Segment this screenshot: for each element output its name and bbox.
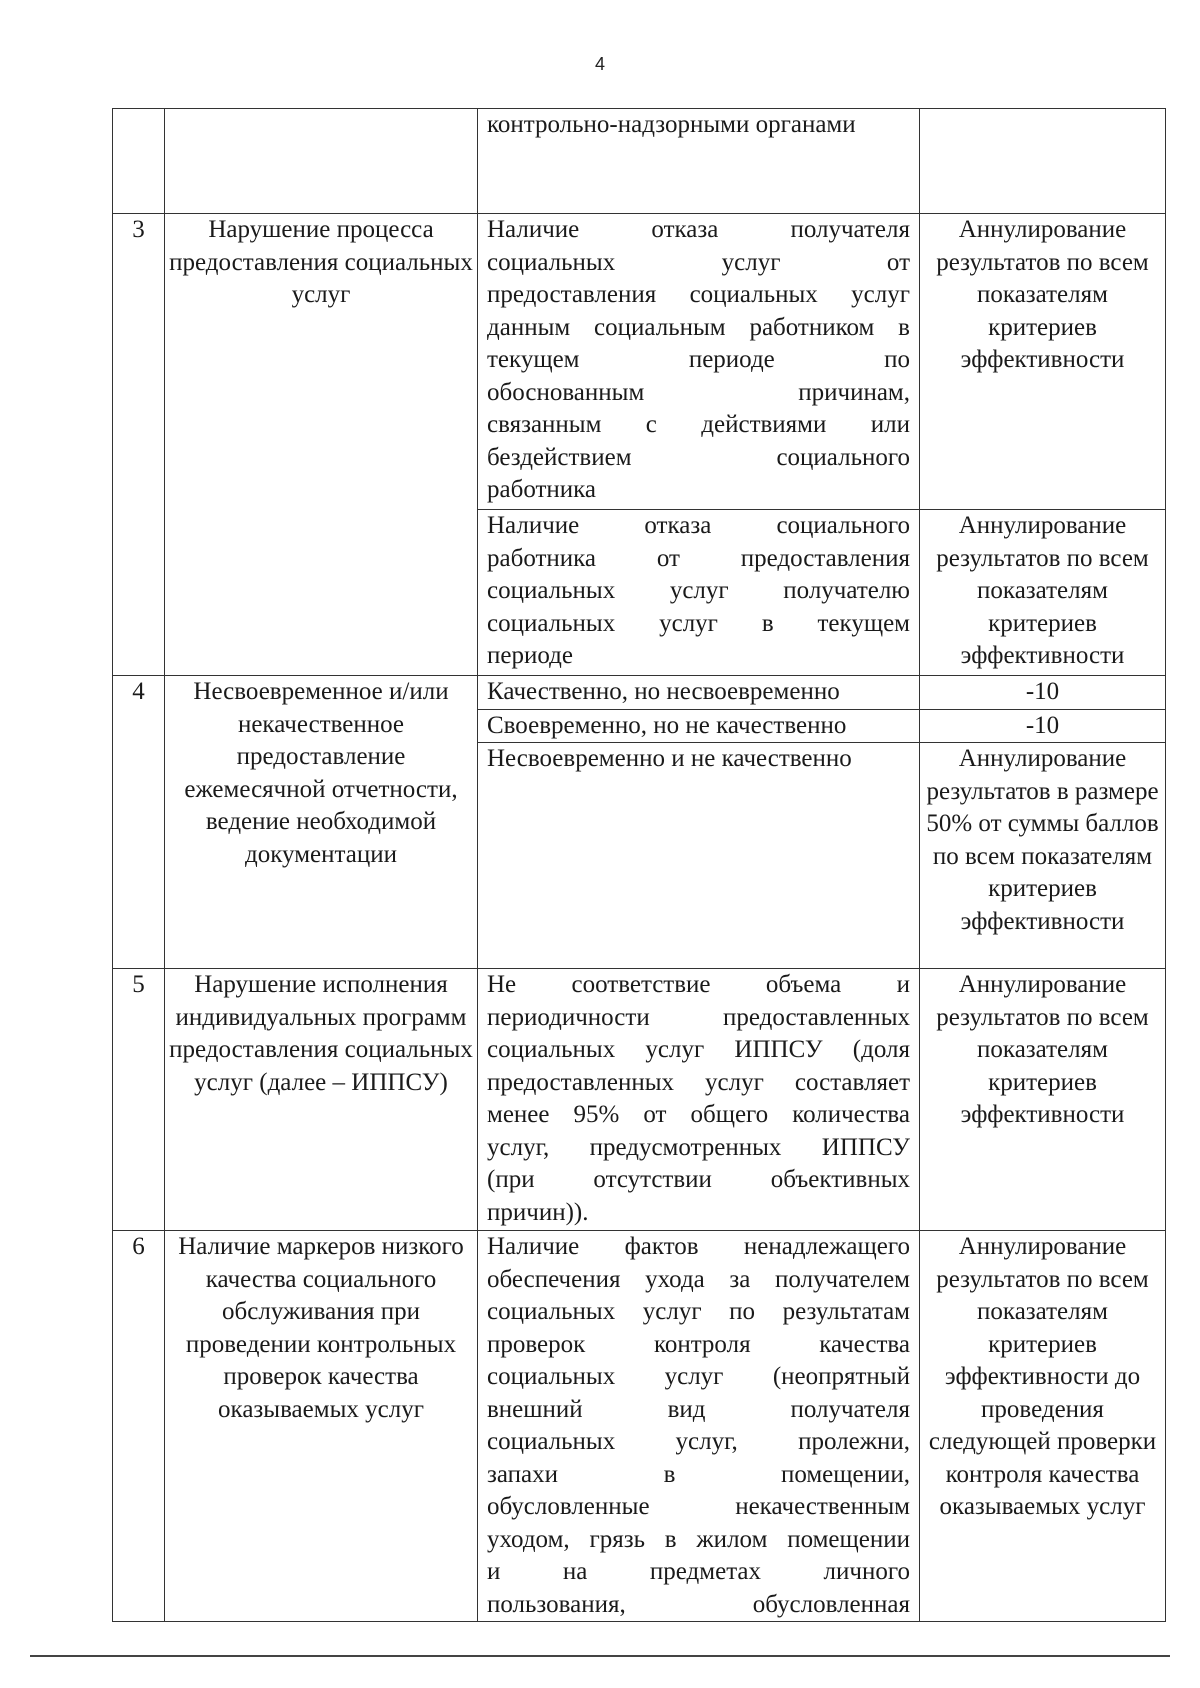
description-line: работника от предоставления <box>487 544 910 572</box>
result-cell: Аннулирование результатов по всем показателям критериев эффективности до проведения следующей проверки контроля качества оказываемых услуг <box>920 1231 1166 1622</box>
description-line: социальных услуг (неопрятный <box>487 1363 910 1390</box>
description-line: бездействием социального <box>487 443 910 471</box>
description-line: социальных услуг по результатам <box>487 1298 910 1325</box>
violation-cell: Нарушение процесса предоставления социальных услуг <box>165 214 478 676</box>
description-line: работника <box>487 476 597 503</box>
table-row <box>113 214 1166 510</box>
description-line: Не соответствие объема и <box>487 971 910 998</box>
row-number-cell: 3 <box>113 214 165 676</box>
description-line: социальных услуг в текущем <box>487 609 910 637</box>
row-number-cell: 5 <box>113 969 165 1231</box>
description-line: обеспечения ухода за получателем <box>487 1265 910 1293</box>
description-cell <box>478 510 920 676</box>
page-number: 4 <box>594 54 605 74</box>
description-line: периодичности предоставленных <box>487 1003 910 1031</box>
description-line: менее 95% от общего количества <box>487 1101 910 1128</box>
description-line: предоставления социальных услуг <box>487 281 910 308</box>
violation-cell: Нарушение исполнения индивидуальных программ предоставления социальных услуг (далее – ИППСУ) <box>165 969 478 1231</box>
description-line: периоде <box>487 642 573 669</box>
description-cell: Качественно, но несвоевременно <box>478 676 920 710</box>
violation-cell <box>165 109 478 214</box>
description-line: (при отсутствии объективных <box>487 1166 910 1193</box>
description-line: проверок контроля качества <box>487 1330 910 1358</box>
description-line: Наличие отказа социального <box>487 512 910 539</box>
table-row <box>113 676 1166 710</box>
description-line: связанным с действиями или <box>487 411 910 438</box>
description-cell <box>478 214 920 510</box>
table-row <box>113 1231 1166 1622</box>
table-row <box>113 969 1166 1231</box>
description-line: услуг, предусмотренных ИППСУ <box>487 1133 910 1161</box>
result-cell: -10 <box>920 676 1166 710</box>
description-line: социальных услуг ИППСУ (доля <box>487 1036 910 1063</box>
row-number-cell: 6 <box>113 1231 165 1622</box>
description-line: Наличие фактов ненадлежащего <box>487 1233 910 1260</box>
result-cell: Аннулирование результатов в размере 50% от суммы баллов по всем показателям критериев эффективности <box>920 743 1166 969</box>
result-cell: Аннулирование результатов по всем показателям критериев эффективности <box>920 969 1166 1231</box>
description-line: причин)). <box>487 1198 589 1226</box>
description-line: обусловленные некачественным <box>487 1493 910 1520</box>
description-line: текущем периоде по <box>487 346 910 373</box>
criteria-table <box>112 108 1166 1622</box>
violation-cell: Наличие маркеров низкого качества социального обслуживания при проведении контрольных проверок качества оказываемых услуг <box>165 1231 478 1622</box>
description-line: Наличие отказа получателя <box>487 216 910 243</box>
result-cell: -10 <box>920 709 1166 743</box>
description-line: внешний вид получателя <box>487 1395 910 1423</box>
description-line: данным социальным работником в <box>487 313 910 341</box>
description-line: предоставленных услуг составляет <box>487 1068 910 1096</box>
result-cell: Аннулирование результатов по всем показателям критериев эффективности <box>920 510 1166 676</box>
description-line: уходом, грязь в жилом помещении <box>487 1525 910 1553</box>
result-cell: Аннулирование результатов по всем показателям критериев эффективности <box>920 214 1166 510</box>
description-line: и на предметах личного <box>487 1558 910 1585</box>
description-cell: Несвоевременно и не качественно <box>478 743 920 969</box>
description-line: социальных услуг получателю <box>487 577 910 604</box>
description-line: социальных услуг, пролежни, <box>487 1428 910 1455</box>
description-cell <box>478 969 920 1231</box>
description-cell <box>478 1231 920 1622</box>
row-number-cell: 4 <box>113 676 165 969</box>
description-cell: контрольно-надзорными органами <box>478 109 920 214</box>
description-line: социальных услуг от <box>487 248 910 276</box>
page-bottom-rule <box>30 1655 1170 1657</box>
description-cell: Своевременно, но не качественно <box>478 709 920 743</box>
description-line: запахи в помещении, <box>487 1460 910 1488</box>
result-cell <box>920 109 1166 214</box>
description-line: обоснованным причинам, <box>487 378 910 406</box>
description-line: пользования, обусловленная <box>487 1590 910 1618</box>
table-row <box>113 109 1166 214</box>
row-number-cell <box>113 109 165 214</box>
violation-cell: Несвоевременное и/или некачественное предоставление ежемесячной отчетности, ведение необходимой документации <box>165 676 478 969</box>
